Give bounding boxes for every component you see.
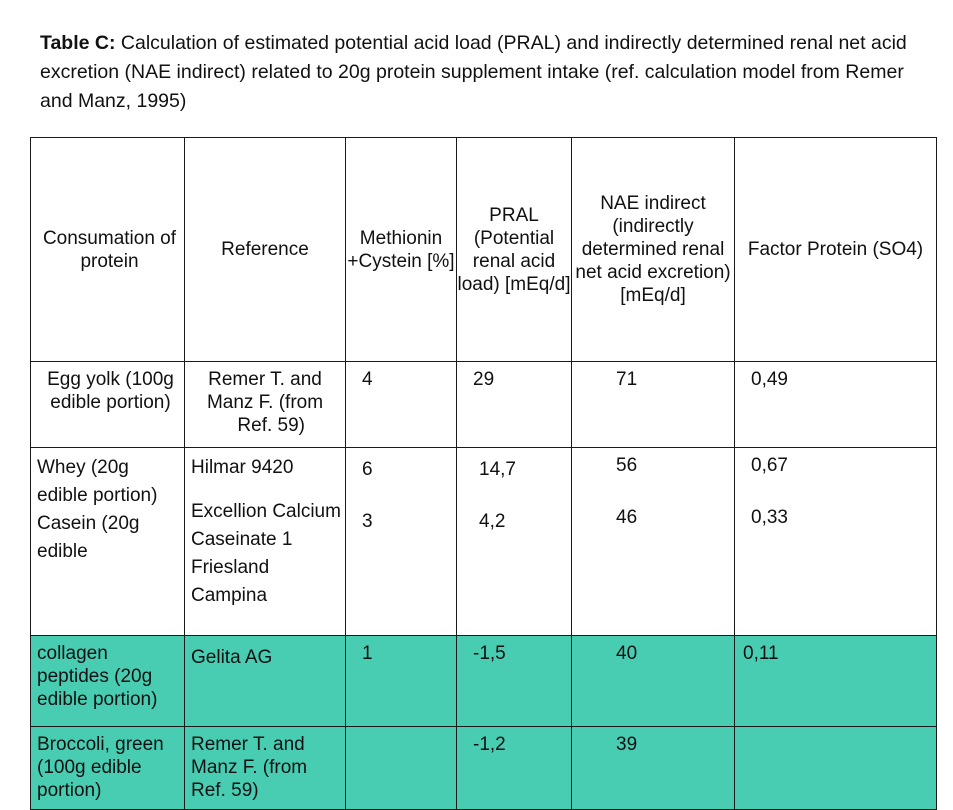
cell-consumation: Broccoli, green (100g edible portion) [31,727,185,810]
cell-pral: -1,2 [457,727,572,810]
cell-nae [572,448,735,636]
methionin-casein-value: 3 [362,511,373,532]
consumation-text: Egg yolk (100g edible portion) [47,369,174,413]
header-nae: NAE indirect (indirectly determined renal net acid excretion) [mEq/d] [572,138,735,362]
cell-pral: 29 [457,362,572,448]
cell-factor [735,448,937,636]
header-consumation: Consumation of protein [31,138,185,362]
cell-consumation [31,362,185,448]
cell-reference: Remer T. and Manz F. (from Ref. 59) [185,727,346,810]
pral-casein-value: 4,2 [479,511,506,532]
header-pral: PRAL (Potential renal acid load) [mEq/d] [457,138,572,362]
reference-excellion-text: Excellion Calcium Caseinate 1 Friesland Campina [191,501,341,606]
reference-hilmar-text: Hilmar 9420 [191,457,294,478]
cell-pral: -1,5 [457,636,572,727]
nae-whey-value: 56 [616,455,638,476]
pral-table [30,137,937,810]
table-row-whey-casein [31,448,937,636]
table-row-egg-yolk [31,362,937,448]
table-row-collagen [31,636,937,727]
cell-reference: Gelita AG [185,636,346,727]
factor-whey-value: 0,67 [751,455,788,476]
cell-nae: 71 [572,362,735,448]
factor-casein-value: 0,33 [751,507,788,528]
cell-methionin: 4 [346,362,457,448]
reference-tail-text: Ref. 59) [237,415,305,436]
cell-reference [185,448,346,636]
consumation-casein-text: Casein (20g edible [37,513,140,562]
cell-factor: 0,49 [735,362,937,448]
cell-pral [457,448,572,636]
header-methionin: Methionin +Cystein [%] [346,138,457,362]
header-row [31,138,937,362]
header-reference: Reference [185,138,346,362]
cell-nae: 39 [572,727,735,810]
caption-label: Table C: [40,32,116,54]
cell-reference [185,362,346,448]
reference-text: Remer T. and Manz F. (from [206,369,324,413]
cell-methionin [346,448,457,636]
cell-methionin: 1 [346,636,457,727]
consumation-whey-text: Whey (20g edible portion) [37,457,158,506]
cell-consumation: collagen peptides (20g edible portion) [31,636,185,727]
cell-consumation [31,448,185,636]
cell-factor: 0,11 [735,636,937,727]
cell-nae: 40 [572,636,735,727]
table-row-broccoli [31,727,937,810]
cell-methionin [346,727,457,810]
pral-whey-value: 14,7 [479,459,516,480]
header-factor: Factor Protein (SO4) [735,138,937,362]
caption-text: Calculation of estimated potential acid load (PRAL) and indirectly determined renal net acid excretion (NAE indirect) related to 20g protein supplement intake (ref. calculation model from Remer and Manz, 1995) [40,32,907,112]
nae-casein-value: 46 [616,507,638,528]
table-caption [40,29,940,116]
cell-factor [735,727,937,810]
methionin-whey-value: 6 [362,459,373,480]
